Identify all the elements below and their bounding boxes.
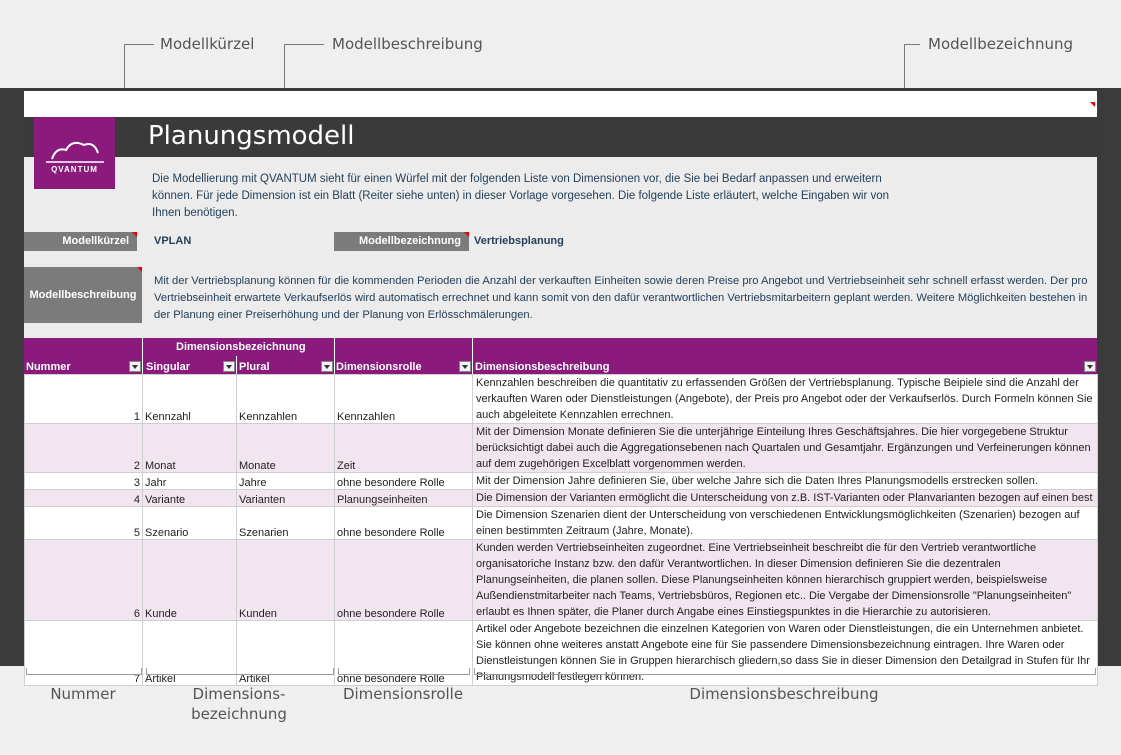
- page-title: Planungsmodell: [148, 121, 355, 151]
- bracket-label-dimensionsrolle: Dimensionsrolle: [342, 685, 464, 703]
- cell-singular[interactable]: Monat: [143, 424, 237, 473]
- filter-dropdown-icon[interactable]: [129, 361, 141, 372]
- intro-text: Die Modellierung mit QVANTUM sieht für einen Würfel mit der folgenden Liste von Dimensionen vor, die Sie bei Bedarf anpassen und erweitern können. Für jede Dimension ist ein Blatt (Reiter siehe unten) in dieser Vorlage vorgesehen. Die folgende Liste erläutert, welche Eingaben wir von Ihnen benötigen.: [152, 173, 890, 219]
- bracket-label-line: bezeichnung: [191, 705, 287, 723]
- cell-plural[interactable]: Szenarien: [237, 507, 335, 540]
- cell-rolle[interactable]: ohne besondere Rolle: [335, 621, 473, 686]
- modellbeschreibung-value[interactable]: Mit der Vertriebsplanung können für die kommenden Perioden die Anzahl der verkauften Einheiten sowie deren Preise pro Angebot und Vertriebseinheit sehr schnell erfasst werden. Der pro Vertriebseinheit erwartete Verkaufserlös wird automatisch errechnet und kann somit von den dafür verantwortlichen Vertriebsmitarbeitern geplant werden. Weitere Möglichkeiten bestehen in der Planung einer Preiserhöhung und der Planung von Erlösschmälerungen.: [154, 275, 1088, 321]
- table-row[interactable]: [25, 540, 1098, 621]
- modellbezeichnung-label: Modellbezeichnung: [334, 232, 469, 251]
- cell-rolle[interactable]: Kennzahlen: [335, 375, 473, 424]
- cell-singular[interactable]: Szenario: [143, 507, 237, 540]
- bracket-label-line: Dimensions-: [192, 685, 286, 703]
- cell-beschreibung[interactable]: Die Dimension der Varianten ermöglicht die Unterscheidung von z.B. IST-Varianten oder Planvarianten bezogen auf einen best: [473, 490, 1098, 507]
- cell-plural[interactable]: Kennzahlen: [237, 375, 335, 424]
- modellkuerzel-label: Modellkürzel: [24, 232, 137, 251]
- header-dimensionsrolle[interactable]: Dimensionsrolle: [336, 361, 422, 373]
- table-row[interactable]: [25, 621, 1098, 686]
- cell-nummer[interactable]: 3: [25, 473, 143, 490]
- callout-modellkuerzel: Modellkürzel: [160, 35, 255, 53]
- cell-beschreibung[interactable]: Mit der Dimension Jahre definieren Sie, über welche Jahre sich die Daten Ihres Planungsmodells erstrecken sollen.: [473, 473, 1098, 490]
- filter-dropdown-icon[interactable]: [1084, 361, 1096, 372]
- cell-singular[interactable]: Kunde: [143, 540, 237, 621]
- bracket-label-dimensionsbezeichnung: [146, 684, 332, 724]
- cell-beschreibung[interactable]: Kunden werden Vertriebseinheiten zugeordnet. Eine Vertriebseinheit beschreibt die für den Vertrieb verantwortliche organisatoriche Instanz bzw. den dafür Verantwortlichen. In dieser Dimension definieren Sie die dezentralen Planungseinheiten, die planen sollen. Diese Planungseinheiten können hierarchisch gruppiert werden, beispielsweise Außendienstmitarbeiter nach Teams, Vertriebsbüros, Regionen etc.. Die Vergabe der Dimensionsrolle "Planungseinheiten" erlaubt es Ihnen später, die Planer durch Angabe eines Einstiegspunktes in die Hierarchie zu autorisieren.: [473, 540, 1098, 621]
- cell-rolle[interactable]: Zeit: [335, 424, 473, 473]
- cell-nummer[interactable]: 5: [25, 507, 143, 540]
- header-dimensionsbezeichnung: Dimensionsbezeichnung: [176, 341, 306, 353]
- header-dimensionsbeschreibung[interactable]: Dimensionsbeschreibung: [475, 361, 610, 373]
- filter-dropdown-icon[interactable]: [223, 361, 235, 372]
- cell-rolle[interactable]: ohne besondere Rolle: [335, 507, 473, 540]
- filter-dropdown-icon[interactable]: [459, 361, 471, 372]
- cell-singular[interactable]: Jahr: [143, 473, 237, 490]
- cell-nummer[interactable]: 4: [25, 490, 143, 507]
- cell-beschreibung[interactable]: Artikel oder Angebote bezeichnen die einzelnen Kategorien von Waren oder Dienstleistungen, die ein Unternehmen anbietet. Sie können ohne weiteres anstatt Angebote eine für Sie passendere Dimensionsbezeichnung eintragen. Ihre Waren oder Dienstleistungen können Sie in Gruppen hierarchisch gliedern,so dass Sie in dieser Dimension den Detailgrad in Stufen für Ihr Planungsmodell festlegen können.: [473, 621, 1098, 686]
- header-plural[interactable]: Plural: [239, 361, 270, 373]
- table-row[interactable]: [25, 424, 1098, 473]
- cell-plural[interactable]: Kunden: [237, 540, 335, 621]
- cell-beschreibung[interactable]: Kennzahlen beschreiben die quantitativ zu erfassenden Größen der Vertriebsplanung. Typische Beipiele sind die Anzahl der verkauften Waren oder Dienstleistungen (Angebote), der Preis pro Angebot oder der Verkaufserlös. Durch Formeln können Sie auch abgeleitete Kennzahlen errechnen.: [473, 375, 1098, 424]
- table-row[interactable]: [25, 490, 1098, 507]
- header-nummer[interactable]: Nummer: [26, 361, 71, 373]
- table-row[interactable]: [25, 507, 1098, 540]
- cell-singular[interactable]: Artikel: [143, 621, 237, 686]
- cell-plural[interactable]: Monate: [237, 424, 335, 473]
- callout-modellbeschreibung: Modellbeschreibung: [332, 35, 483, 53]
- bracket-label-dimensionsbeschreibung: Dimensionsbeschreibung: [689, 685, 879, 703]
- modellbeschreibung-label: Modellbeschreibung: [24, 267, 142, 323]
- modellbezeichnung-value[interactable]: Vertriebsplanung: [474, 235, 564, 247]
- table-row[interactable]: [25, 375, 1098, 424]
- cell-nummer[interactable]: 1: [25, 375, 143, 424]
- cell-beschreibung[interactable]: Mit der Dimension Monate definieren Sie die unterjährige Einteilung Ihres Geschäftsjahres. Die hier vorgegebene Struktur berücksichtigt dabei auch die Aggregationsebenen nach Quartalen und Gesamtjahr. Ergänzungen und Verfeinerungen können auf dem zugehörigen Excelblatt vorgenommen werden.: [473, 424, 1098, 473]
- logo-text: QVANTUM: [51, 165, 98, 174]
- cell-nummer[interactable]: 7: [25, 621, 143, 686]
- cell-plural[interactable]: Jahre: [237, 473, 335, 490]
- cell-singular[interactable]: Kennzahl: [143, 375, 237, 424]
- cell-nummer[interactable]: 2: [25, 424, 143, 473]
- cell-plural[interactable]: Artikel: [237, 621, 335, 686]
- cell-beschreibung[interactable]: Die Dimension Szenarien dient der Unterscheidung von verschiedenen Entwicklungsmöglichkeiten (Szenarien) bezogen auf einen bestimmten Zeitraum (Jahre, Monate).: [473, 507, 1098, 540]
- callout-modellbezeichnung: Modellbezeichnung: [928, 35, 1074, 53]
- filter-dropdown-icon[interactable]: [321, 361, 333, 372]
- cell-plural[interactable]: Varianten: [237, 490, 335, 507]
- spreadsheet: [24, 91, 1097, 685]
- bracket-label-nummer: Nummer: [50, 685, 116, 703]
- cell-rolle[interactable]: ohne besondere Rolle: [335, 540, 473, 621]
- cell-rolle[interactable]: ohne besondere Rolle: [335, 473, 473, 490]
- dimensions-table: [24, 374, 1098, 686]
- cell-singular[interactable]: Variante: [143, 490, 237, 507]
- header-singular[interactable]: Singular: [146, 361, 191, 373]
- cell-rolle[interactable]: Planungseinheiten: [335, 490, 473, 507]
- table-row[interactable]: [25, 473, 1098, 490]
- qvantum-logo: [34, 117, 115, 189]
- modellkuerzel-value[interactable]: VPLAN: [154, 235, 192, 247]
- cell-nummer[interactable]: 6: [25, 540, 143, 621]
